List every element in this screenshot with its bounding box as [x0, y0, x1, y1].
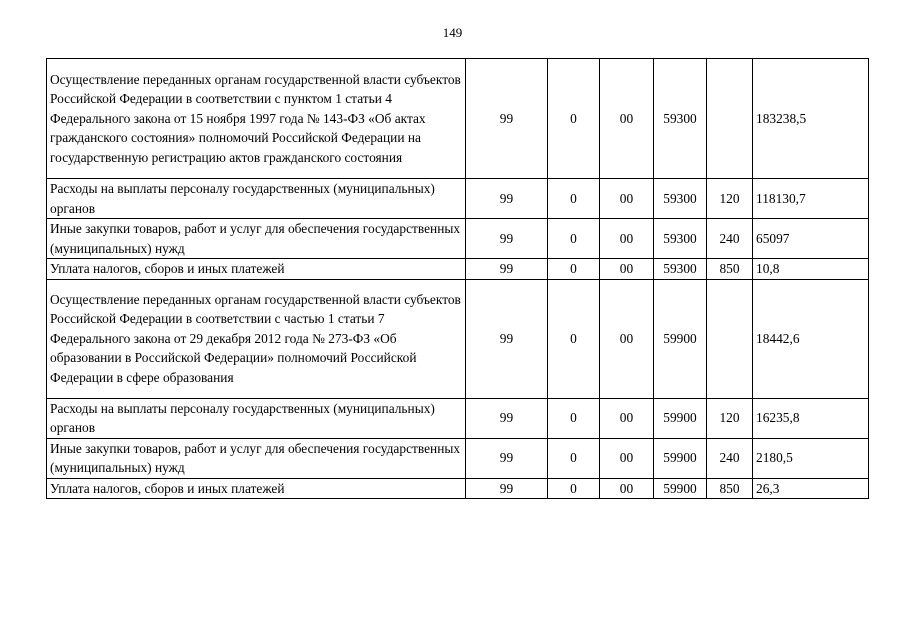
amount: 10,8: [753, 259, 869, 280]
program-code: 99: [466, 279, 548, 398]
row-description: Расходы на выплаты персоналу государственных (муниципальных) органов: [47, 398, 466, 438]
direction-code: 59900: [654, 279, 707, 398]
row-description: Осуществление переданных органам государственной власти субъектов Российской Федерации в соответствии с частью 1 статьи 7 Федерального закона от 29 декабря 2012 года № 273-ФЗ «Об образовании в Российской Федерации» полномочий Российской Федерации в сфере образования: [47, 279, 466, 398]
amount: 2180,5: [753, 438, 869, 478]
table-row: [47, 219, 869, 259]
program-code: 99: [466, 219, 548, 259]
direction-code: 59300: [654, 179, 707, 219]
subprogram-code: 0: [548, 478, 600, 499]
table-row: [47, 398, 869, 438]
expense-type-code: 120: [707, 179, 753, 219]
expense-type-code: 850: [707, 478, 753, 499]
table-row: [47, 438, 869, 478]
main-event-code: 00: [600, 279, 654, 398]
table-row: [47, 59, 869, 179]
amount: 18442,6: [753, 279, 869, 398]
expense-type-code: [707, 279, 753, 398]
page-number: 149: [442, 25, 463, 40]
subprogram-code: 0: [548, 179, 600, 219]
expense-type-code: 240: [707, 219, 753, 259]
program-code: 99: [466, 179, 548, 219]
row-description: Иные закупки товаров, работ и услуг для обеспечения государственных (муниципальных) нужд: [47, 219, 466, 259]
direction-code: 59900: [654, 478, 707, 499]
direction-code: 59900: [654, 438, 707, 478]
program-code: 99: [466, 259, 548, 280]
subprogram-code: 0: [548, 259, 600, 280]
subprogram-code: 0: [548, 438, 600, 478]
amount: 26,3: [753, 478, 869, 499]
row-description: Расходы на выплаты персоналу государственных (муниципальных) органов: [47, 179, 466, 219]
amount: 65097: [753, 219, 869, 259]
subprogram-code: 0: [548, 398, 600, 438]
budget-table: [46, 58, 869, 499]
table-row: [47, 478, 869, 499]
row-description: Уплата налогов, сборов и иных платежей: [47, 259, 466, 280]
amount: 183238,5: [753, 59, 869, 179]
table-row: [47, 179, 869, 219]
expense-type-code: [707, 59, 753, 179]
main-event-code: 00: [600, 219, 654, 259]
direction-code: 59300: [654, 259, 707, 280]
subprogram-code: 0: [548, 219, 600, 259]
main-event-code: 00: [600, 478, 654, 499]
direction-code: 59300: [654, 59, 707, 179]
program-code: 99: [466, 478, 548, 499]
main-event-code: 00: [600, 179, 654, 219]
row-description: Иные закупки товаров, работ и услуг для обеспечения государственных (муниципальных) нужд: [47, 438, 466, 478]
direction-code: 59300: [654, 219, 707, 259]
program-code: 99: [466, 59, 548, 179]
amount: 16235,8: [753, 398, 869, 438]
expense-type-code: 240: [707, 438, 753, 478]
main-event-code: 00: [600, 438, 654, 478]
expense-type-code: 120: [707, 398, 753, 438]
direction-code: 59900: [654, 398, 707, 438]
amount: 118130,7: [753, 179, 869, 219]
subprogram-code: 0: [548, 59, 600, 179]
main-event-code: 00: [600, 59, 654, 179]
table-row: [47, 259, 869, 280]
program-code: 99: [466, 398, 548, 438]
expense-type-code: 850: [707, 259, 753, 280]
row-description: Уплата налогов, сборов и иных платежей: [47, 478, 466, 499]
row-description: Осуществление переданных органам государственной власти субъектов Российской Федерации в соответствии с пунктом 1 статьи 4 Федерального закона от 15 ноября 1997 года № 143-ФЗ «Об актах гражданского состояния» полномочий Российской Федерации на государственную регистрацию актов гражданского состояния: [47, 59, 466, 179]
program-code: 99: [466, 438, 548, 478]
main-event-code: 00: [600, 398, 654, 438]
table-row: [47, 279, 869, 398]
main-event-code: 00: [600, 259, 654, 280]
subprogram-code: 0: [548, 279, 600, 398]
